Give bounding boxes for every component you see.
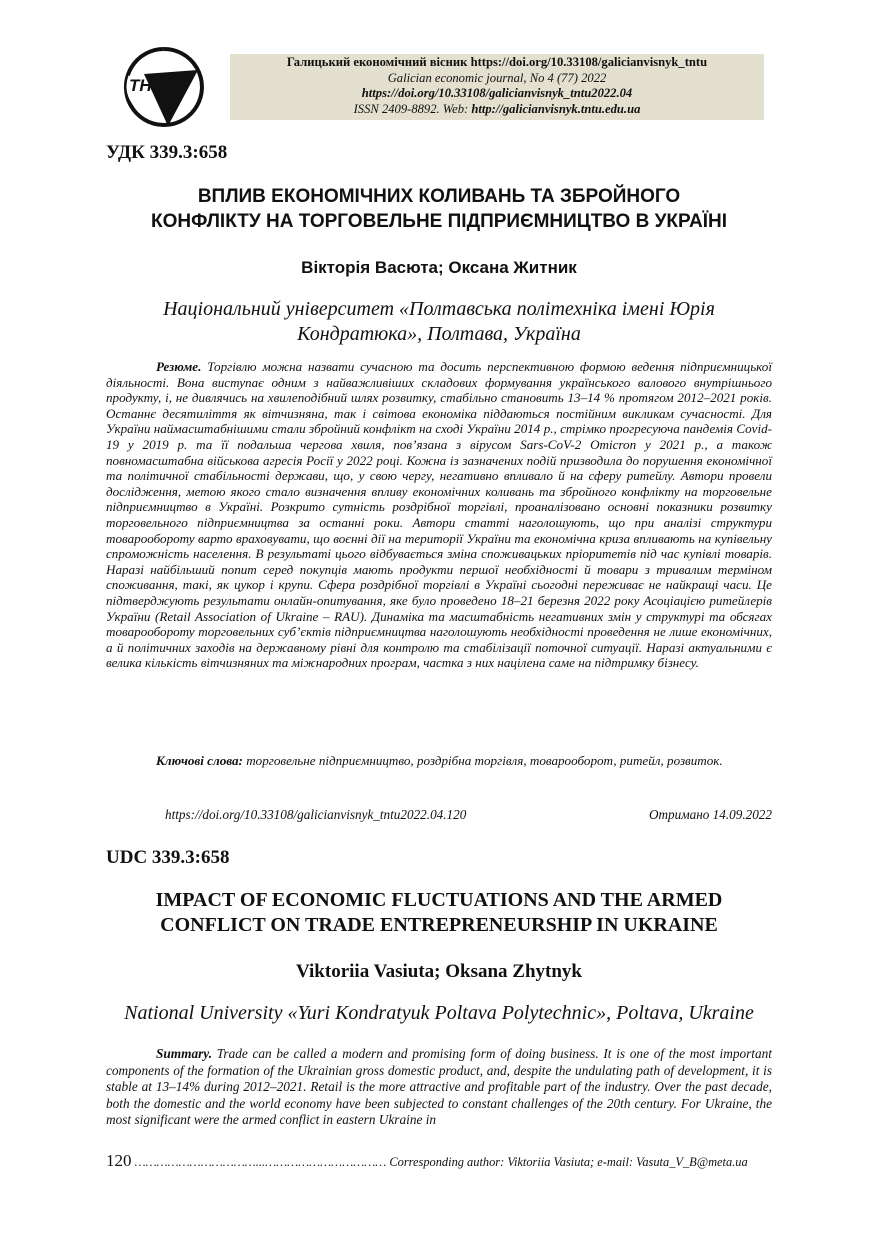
affiliation-uk	[106, 297, 772, 347]
corresponding-author: Corresponding author: Viktoriia Vasiuta; e-mail: Vasuta_V_B@meta.ua	[386, 1155, 748, 1169]
title-en	[106, 888, 772, 938]
page-footer	[106, 1151, 772, 1171]
keywords-uk-label: Ключові слова:	[156, 753, 243, 768]
udc-en: UDC 339.3:658	[106, 847, 230, 868]
title-en-line2: CONFLICT ON TRADE ENTREPRENEURSHIP IN UKRAINE	[160, 914, 718, 936]
title-uk-line1: ВПЛИВ ЕКОНОМІЧНИХ КОЛИВАНЬ ТА ЗБРОЙНОГО	[197, 186, 681, 207]
abstract-uk-text: Торгівлю можна назвати сучасною та досить перспективною формою ведення підприємницької діяльності. Вона виступає одним з найважливіших складових формування українського валового внутрішнього продукту, і, не дивлячись на хвилеподібний шлях розвитку, стабільно становить 13–14 % протягом 2012–2021 років. Останнє десятиліття як вітчизняна, так і світова економіка піддаються постійним викликам сучасності. Для України наймасштабнішими стали збройний конфлікт на сході України 2014 р., стрімко прогресуюча пандемія Covid-19 у 2019 р. та її подальша чергова хвиля, пов’язана з вірусом Sars-CoV-2 Omicron у 2021 р., а також повномасштабна військова агресія Росії у 2022 році. Кожна із зазначених подій призводила до порушення економічної та політичної стабільності держави, що, у свою чергу, негативно впливало й на сферу ритейлу. Автори провели дослідження, метою якого стало визначення впливу економічних коливань та збройного конфлікту на торговельне підприємництво в Україні. Розкрито сутність роздрібної торгівлі, проаналізовано основні показники розвитку торговельного підприємництва за останні роки. Автори статті наголошують, що при аналізі структури товарообороту варто враховувати, що воєнні дії на території України та економічна криза впливають на купівельну спроможність населення. В результаті цього відбувається зміна споживацьких пріоритетів під час купівлі товарів. Наразі найбільший попит серед покупців мають продукти першої необхідності й товари з тривалим терміном споживання, такі, як цукор і крупи. Сфера роздрібної торгівлі в Україні сьогодні переживає не найкращі часи. Це підтверджують результати онлайн-опитування, яке було проведено 18–21 березня 2022 року Асоціацією ритейлерів України (Retail Association of Ukraine – RAU). Динаміка та масштабність негативних змін у структурі та обсягах товарообороту торговельних суб’єктів підприємництва наголошують необхідності проведення не лише економічних, а й політичних заходів на державному рівні для контролю та стабілізації поточної ситуації. Наразі актуальними є велика кількість вітчизняних та міжнародних програм, частка з них націлена саме на підтримку бізнесу.	[106, 359, 772, 671]
logo-text: ТНТУ	[129, 76, 174, 95]
page-header	[0, 0, 877, 130]
journal-info-box	[230, 54, 764, 120]
received-date: Отримано 14.09.2022	[648, 807, 772, 822]
journal-issn	[230, 102, 764, 118]
summary-en-label: Summary.	[156, 1046, 213, 1061]
authors-uk: Вікторія Васюта; Оксана Житник	[301, 258, 577, 277]
summary-en-text: Trade can be called a modern and promising form of doing business. It is one of the most important components of the formation of the Ukrainian gross domestic product, and, despite the undulating path of development, it is stable at 13–14% during 2012–2021. Retail is the more attractive and profitable part of the industry. Over the past decade, both the domestic and the world economy have been subjected to constant challenges of the 20th century. For Ukraine, the most significant were the armed conflict in eastern Ukraine in	[106, 1046, 772, 1128]
journal-issue-doi: https://doi.org/10.33108/galicianvisnyk_tntu2022.04	[361, 86, 633, 100]
journal-title-uk: Галицький економічний вісник https://doi.org/10.33108/galicianvisnyk_tntu	[286, 55, 708, 69]
abstract-uk	[106, 359, 772, 671]
authors-en: Viktoriia Vasiuta; Oksana Zhytnyk	[296, 961, 582, 982]
title-uk-line2: КОНФЛІКТУ НА ТОРГОВЕЛЬНЕ ПІДПРИЄМНИЦТВО В УКРАЇНІ	[151, 211, 727, 232]
footer-dots: ……………………………...……………………………	[131, 1155, 387, 1169]
affiliation-uk-line2: Кондратюка», Полтава, Україна	[297, 323, 581, 345]
journal-logo-icon	[118, 46, 210, 130]
article-doi-link[interactable]: https://doi.org/10.33108/galicianvisnyk_tntu2022.04.120	[165, 807, 467, 822]
doi-line	[165, 807, 772, 823]
journal-title-en: Galician economic journal, No 4 (77) 2022	[387, 70, 607, 85]
title-uk	[106, 184, 772, 234]
udc-uk: УДК 339.3:658	[106, 142, 228, 163]
issn-text: ISSN 2409-8892. Web:	[353, 101, 472, 116]
page-number: 120	[106, 1151, 132, 1170]
keywords-uk-text: торговельне підприємництво, роздрібна торгівля, товарооборот, ритейл, розвиток.	[242, 753, 723, 768]
affiliation-uk-line1: Національний університет «Полтавська політехніка імені Юрія	[163, 298, 715, 320]
keywords-uk	[106, 753, 772, 769]
journal-web-link[interactable]: http://galicianvisnyk.tntu.edu.ua	[471, 101, 641, 116]
affiliation-en: National University «Yuri Kondratyuk Poltava Polytechnic», Poltava, Ukraine	[124, 1002, 754, 1024]
title-en-line1: IMPACT OF ECONOMIC FLUCTUATIONS AND THE ARMED	[155, 889, 723, 911]
abstract-uk-label: Резюме.	[156, 359, 202, 374]
summary-en	[106, 1046, 772, 1129]
